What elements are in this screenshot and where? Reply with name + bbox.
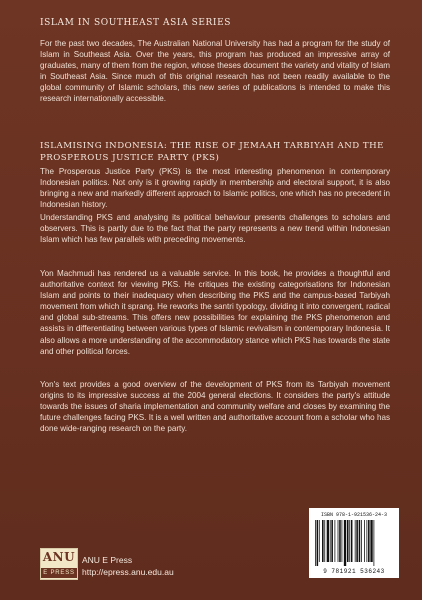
- barcode-bar: [338, 520, 339, 562]
- barcode-bar: [315, 520, 316, 566]
- publisher-url[interactable]: http://epress.anu.edu.au: [82, 567, 174, 577]
- barcode-bar: [331, 520, 333, 562]
- isbn-barcode: [309, 508, 399, 578]
- barcode-bar: [366, 520, 367, 562]
- barcode-bar: [351, 520, 353, 562]
- barcode-bar: [344, 520, 346, 566]
- publisher-info: [82, 554, 174, 578]
- barcode-bar: [356, 520, 358, 562]
- series-description: For the past two decades, The Australian National University has had a program for the study of Islam in Southeast Asia. Over the years, this program has produced an impressive array of graduates, many of them from the region, whose theses document the variety and vitality of Islam in Southeast Asia. Since much of this original research has not been readily available to the global community of Islamic scholars, this new series of publications is intended to make this research internationally accessible.: [40, 39, 390, 104]
- barcode-number: 9 781921 536243: [323, 568, 385, 575]
- blurb-paragraph-4: Yon's text provides a good overview of the development of PKS from its Tarbiyah movement origins to its impressive success at the 2004 general elections. It considers the party's attitude towards the issues of sharia implementation and community welfare and closes by examining the future challenges facing PKS. It is a well written and authoritative account from a scholar who has done wide-ranging research on the party.: [40, 380, 390, 434]
- barcode-bar: [374, 520, 375, 566]
- logo-text-bottom: E PRESS: [41, 568, 77, 578]
- barcode-bar: [361, 520, 362, 562]
- barcode-bar: [370, 520, 372, 562]
- logo-text-top: ANU: [42, 550, 76, 564]
- barcode-bar: [324, 520, 325, 562]
- barcode-bar: [327, 520, 329, 562]
- book-title: ISLAMISING INDONESIA: THE RISE OF JEMAAH TARBIYAH AND THE PROSPEROUS JUSTICE PARTY (PKS): [40, 141, 384, 163]
- barcode-bar: [335, 520, 336, 562]
- barcode-bars: [315, 520, 393, 566]
- barcode-bar: [339, 520, 341, 562]
- barcode-bar: [342, 520, 343, 562]
- barcode-bar: [349, 520, 350, 562]
- barcode-bar: [322, 520, 324, 562]
- barcode-bar: [319, 520, 320, 562]
- blurb-paragraph-2: Understanding PKS and analysing its political behaviour presents challenges to scholars and observers. This is partly due to the fact that the party represents a new trend within Indonesian Islam which has few parallels with preceding movements.: [40, 213, 390, 245]
- barcode-bar: [359, 520, 361, 562]
- barcode-bar: [347, 520, 349, 562]
- anu-epress-logo: [40, 548, 78, 580]
- barcode-bar: [364, 520, 365, 562]
- blurb-paragraph-3: Yon Machmudi has rendered us a valuable service. In this book, he provides a thoughtful and authoritative context for viewing PKS. He critiques the existing categorisations for Indonesian Islam and points to their inadequacy when describing the PKS and the campus-based Tarbiyah movement from which it sprang. He reworks the santri typology, dividing it into convergent, radical and global sub-streams. This offers new possibilities for explaining the PKS phenomenon and assists in differentiating between various types of Islamic revivalism in contemporary Indonesia. It also allows a more understanding of the accommodatory stance which PKS has towards the state and other political forces.: [40, 269, 390, 356]
- isbn-label: ISBN 978-1-921536-24-3: [320, 512, 387, 518]
- barcode-bar: [330, 520, 331, 562]
- barcode-bar: [368, 520, 370, 562]
- series-title: ISLAM IN SOUTHEAST ASIA SERIES: [40, 18, 232, 28]
- barcode-bar: [355, 520, 356, 562]
- publisher-name: ANU E Press: [82, 555, 133, 565]
- barcode-bar: [317, 520, 319, 566]
- blurb-paragraph-1: The Prosperous Justice Party (PKS) is the most interesting phenomenon in contemporary Indonesian politics. Not only is it growing rapidly in membership and electoral support, it is also bringing a new and markedly different approach to Islamic politics, one which has no precedent in Indonesian history.: [40, 167, 390, 210]
